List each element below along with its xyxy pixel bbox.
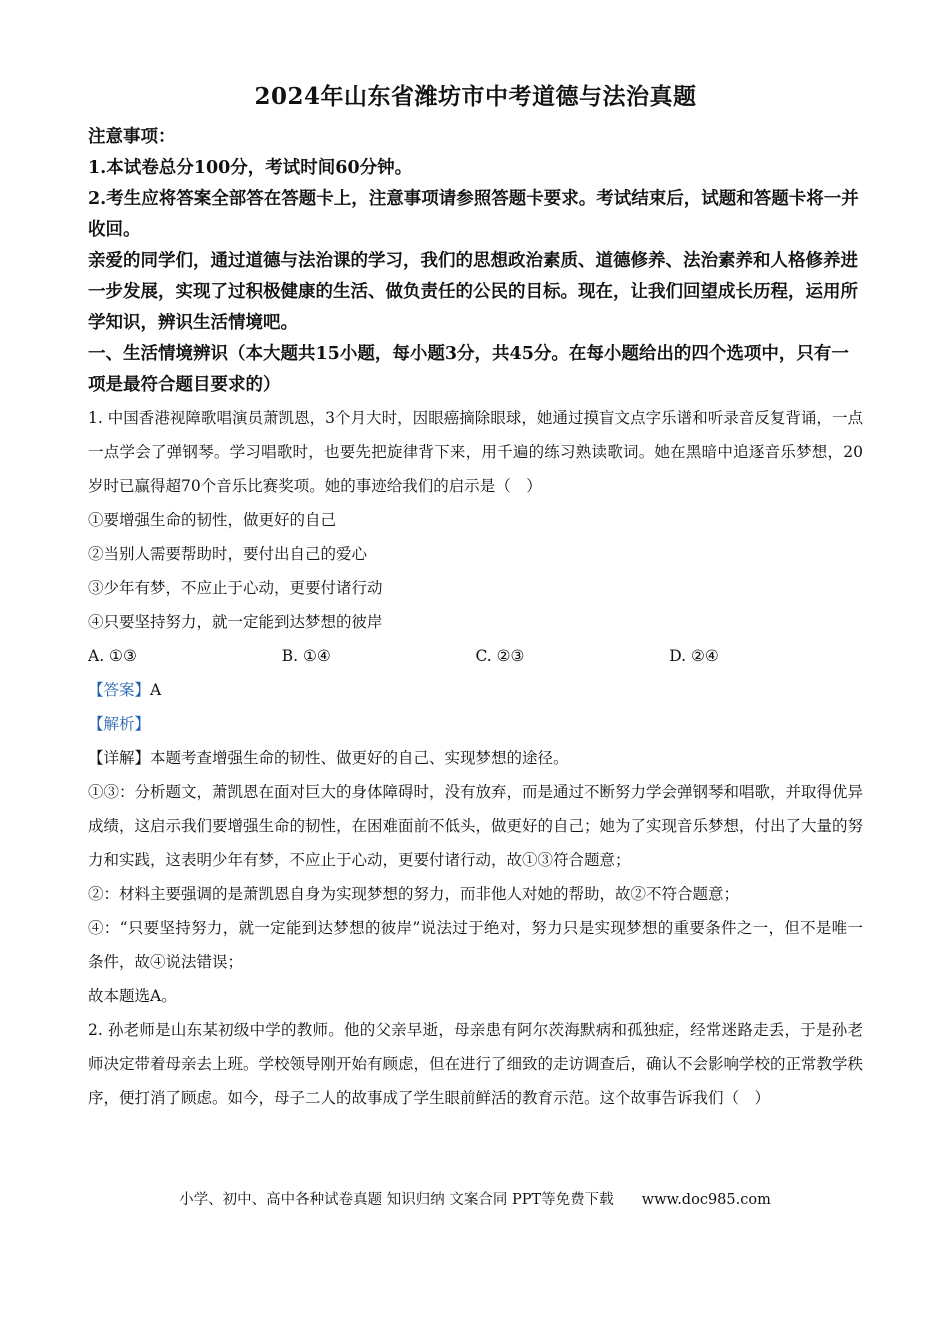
choice-b: B. ①④ (281, 647, 331, 665)
choice-c: C. ②③ (475, 647, 525, 665)
question-1-item-2: ②当别人需要帮助时，要付出自己的爱心 (88, 545, 368, 563)
answer-value: A (150, 681, 162, 699)
choice-d: D. ②④ (669, 647, 719, 665)
notice-item-1: 1.本试卷总分100分，考试时间60分钟。 (88, 158, 413, 178)
explanation-2: ②：材料主要强调的是萧凯恩自身为实现梦想的努力，而非他人对她的帮助，故②不符合题意； (88, 885, 740, 903)
footer-text: 小学、初中、高中各种试卷真题 知识归纳 文案合同 PPT等免费下载 (179, 1192, 614, 1208)
explanation-3: ④：“只要坚持努力，就一定能到达梦想的彼岸”说法过于绝对，努力只是实现梦想的重要条件之一，但不是唯一条件，故④说法错误； (88, 919, 863, 971)
question-1-item-1: ①要增强生命的韧性，做更好的自己 (88, 511, 337, 529)
section-heading: 一、生活情境辨识（本大题共15小题，每小题3分，共45分。在每小题给出的四个选项中，只有一项是最符合题目要求的） (88, 344, 849, 395)
detail-line (88, 741, 863, 775)
question-1-choices (88, 639, 863, 673)
detail-tag: 【详解】 (88, 749, 151, 767)
question-2-stem: 2. 孙老师是山东某初级中学的教师。他的父亲早逝，母亲患有阿尔茨海默病和孤独症，经常迷路走丢，于是孙老师决定带着母亲去上班。学校领导刚开始有顾虑，但在进行了细致的走访调查后，确认不会影响学校的正常教学秩序，便打消了顾虑。如今，母子二人的故事成了学生眼前鲜活的教育示范。这个故事告诉我们（ ） (88, 1021, 864, 1107)
explanation-1: ①③：分析题文，萧凯恩在面对巨大的身体障碍时，没有放弃，而是通过不断努力学会弹钢琴和唱歌，并取得优异成绩，这启示我们要增强生命的韧性，在困难面前不低头，做更好的自己；她为了实现音乐梦想，付出了大量的努力和实践，这表明少年有梦，不应止于心动，更要付诸行动，故①③符合题意； (88, 783, 864, 869)
answer-tag: 【答案】 (88, 681, 151, 699)
choice-a: A. ①③ (88, 647, 137, 665)
intro-paragraph: 亲爱的同学们，通过道德与法治课的学习，我们的思想政治素质、道德修养、法治素养和人格修养进一步发展，实现了过积极健康的生活、做负责任的公民的目标。现在，让我们回望成长历程，运用所学知识，辨识生活情境吧。 (88, 251, 858, 333)
detail-text: 本题考查增强生命的韧性、做更好的自己、实现梦想的途径。 (150, 749, 569, 767)
document-page (88, 80, 863, 1115)
conclusion: 故本题选A。 (88, 987, 177, 1005)
notice-item-2: 2.考生应将答案全部答在答题卡上，注意事项请参照答题卡要求。考试结束后，试题和答题卡将一并收回。 (88, 189, 859, 240)
footer-url[interactable]: www.doc985.com (641, 1192, 771, 1208)
question-1-item-3: ③少年有梦，不应止于心动，更要付诸行动 (88, 579, 383, 597)
page-footer (0, 1188, 950, 1212)
answer-line (88, 673, 863, 707)
analysis-tag: 【解析】 (88, 715, 151, 733)
notice-heading: 注意事项： (88, 127, 176, 147)
analysis-line (88, 707, 863, 741)
question-1-item-4: ④只要坚持努力，就一定能到达梦想的彼岸 (88, 613, 383, 631)
question-1-stem: 1. 中国香港视障歌唱演员萧凯恩，3个月大时，因眼癌摘除眼球，她通过摸盲文点字乐谱和听录音反复背诵，一点一点学会了弹钢琴。学习唱歌时，也要先把旋律背下来，用千遍的练习熟读歌词。她在黑暗中追逐音乐梦想，20岁时已赢得超70个音乐比赛奖项。她的事迹给我们的启示是（ ） (88, 409, 863, 495)
page-title: 2024年山东省潍坊市中考道德与法治真题 (254, 83, 697, 110)
